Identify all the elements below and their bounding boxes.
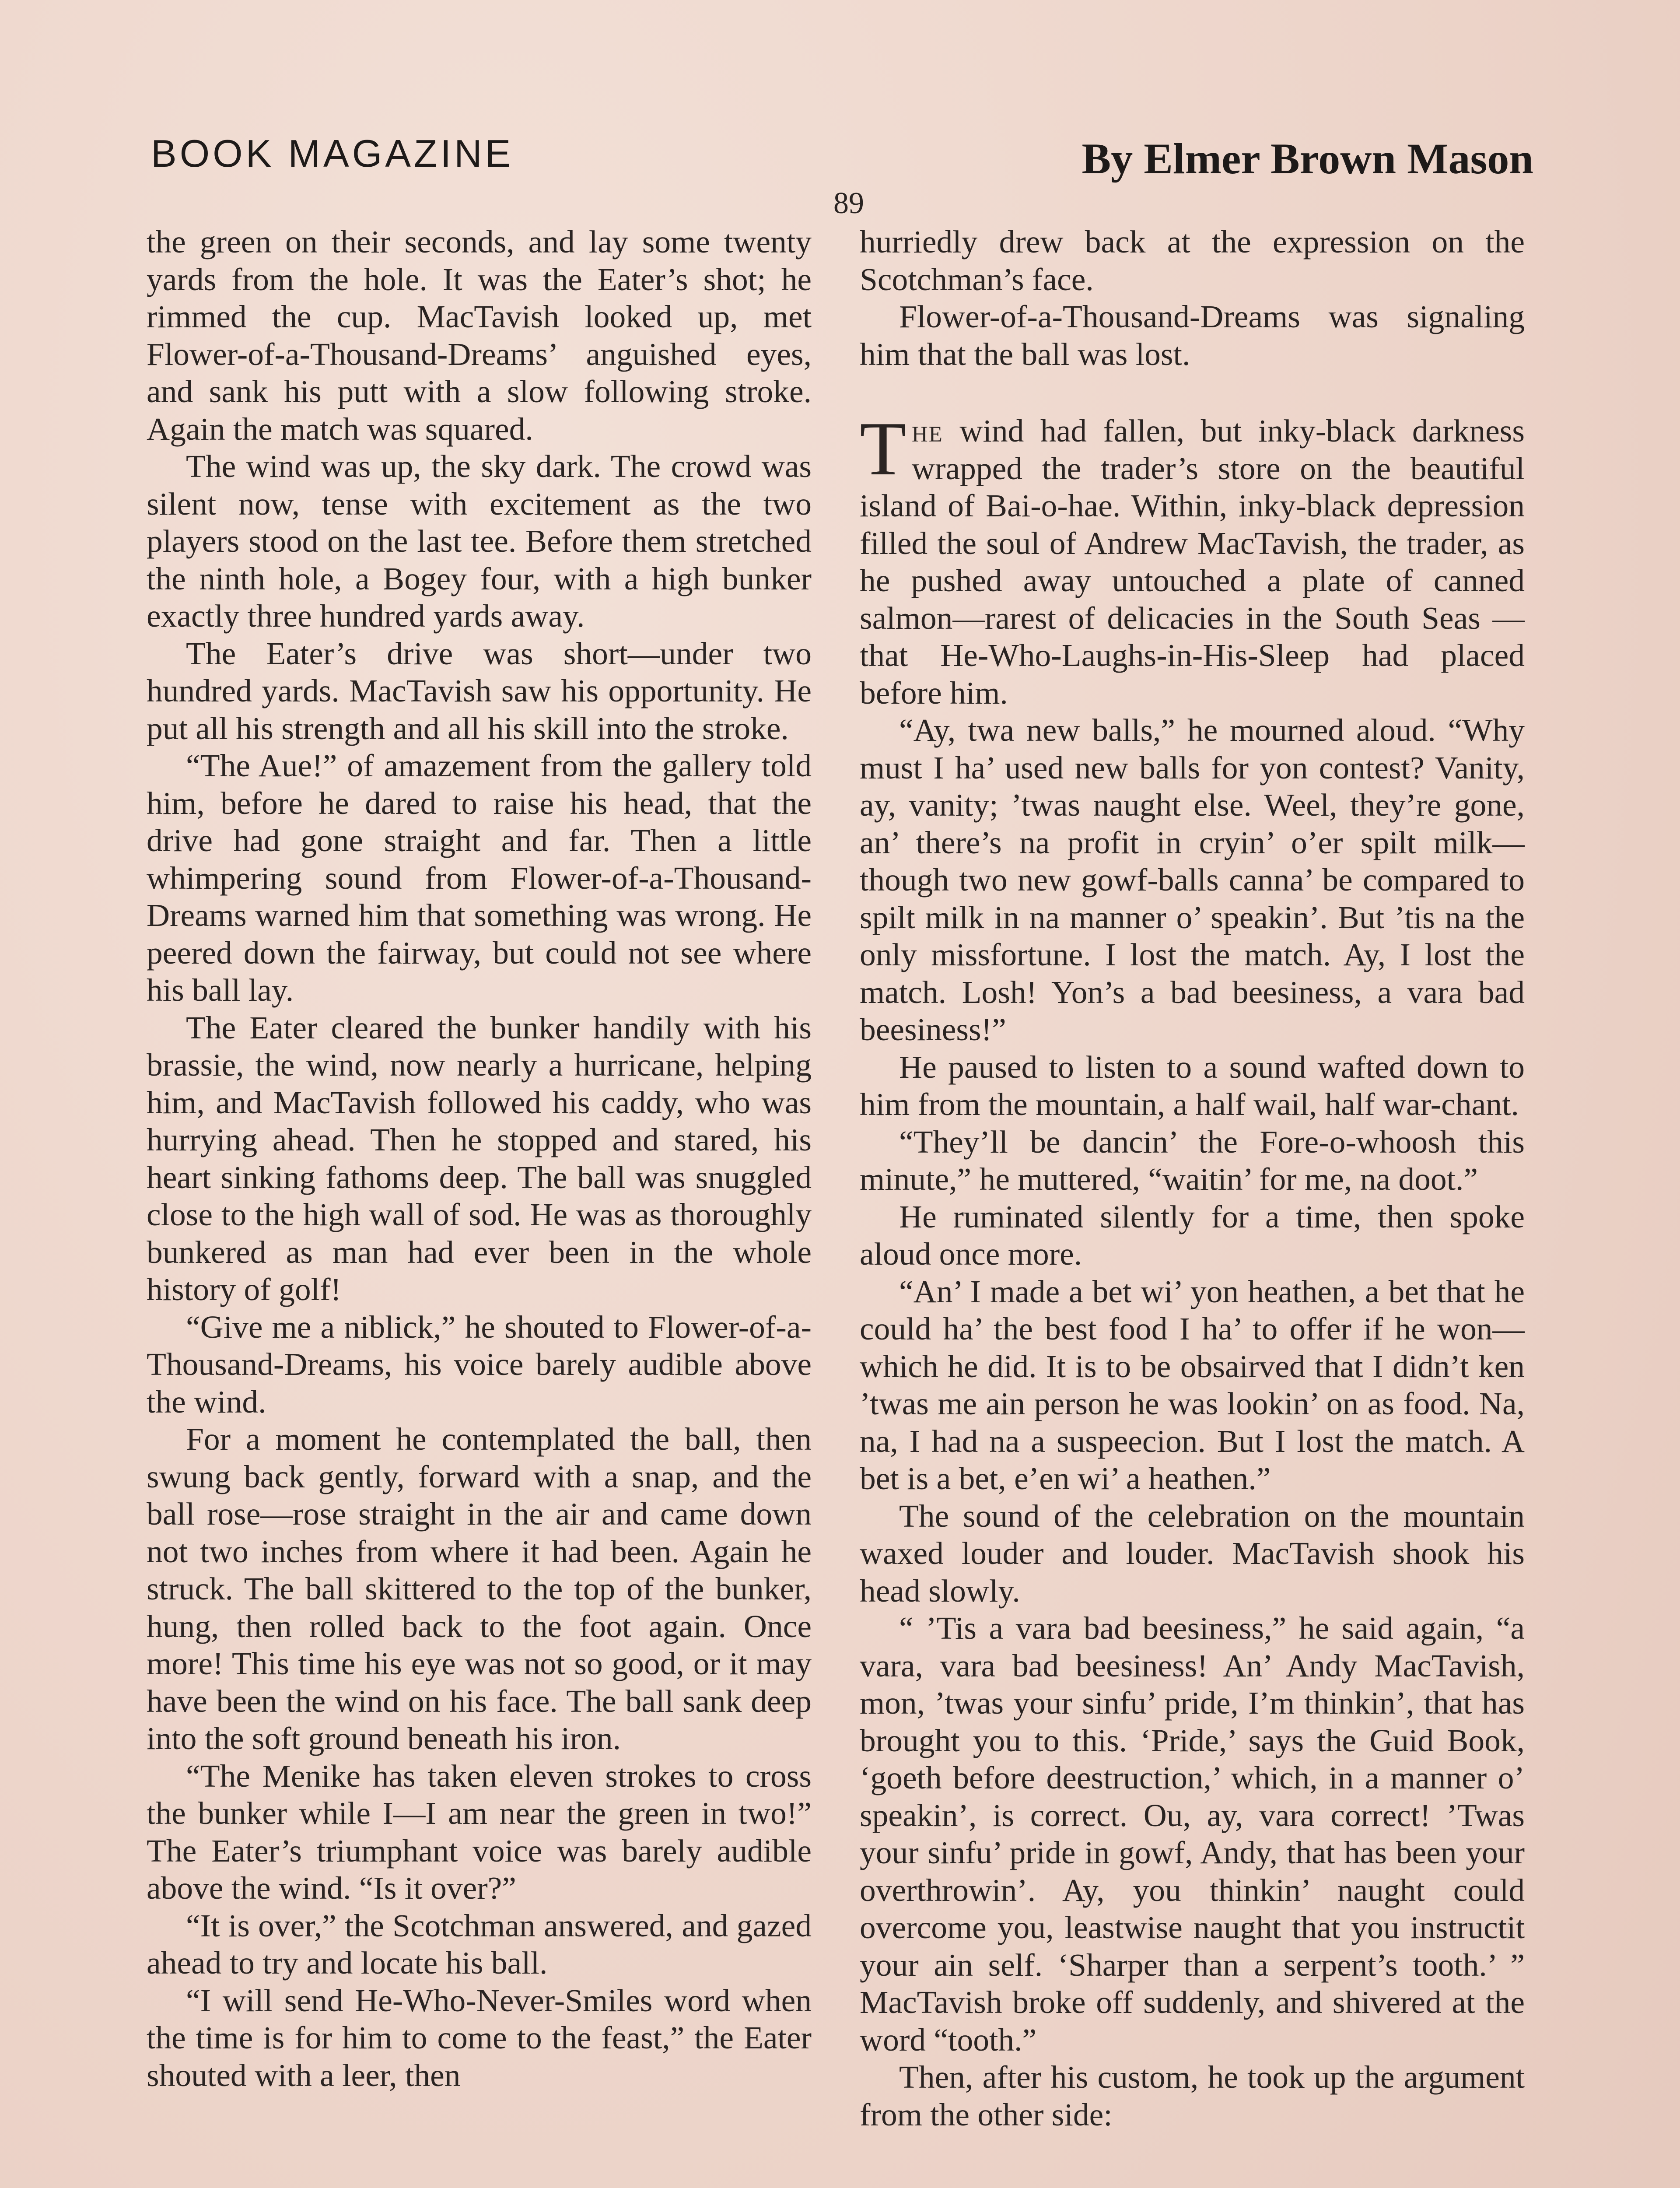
paragraph: He ruminated silently for a time, then spoke aloud once more. [860, 1199, 1525, 1272]
paragraph: The sound of the celebration on the mountain waxed louder and louder. MacTavish shook his head slowly. [860, 1498, 1525, 1609]
author-byline: By Elmer Brown Mason [1082, 134, 1533, 183]
paragraph: “ ’Tis a vara bad beesiness,” he said again, “a vara, vara bad beesiness! An’ Andy MacTavish, mon, ’twas your sinfu’ pride, I’m thinkin’, that has brought you to this. ‘Pride,’ says the Guid Book, ‘goeth before deestruction,’ which, in a manner o’ speakin’, is correct. Ou, ay, vara correct! ’Twas your sinfu’ pride in gowf, Andy, that has been your overthrowin’. Ay, you thinkin’ naught could overcome you, leastwise naught that you instructit your ain self. ‘Sharper than a serpent’s tooth.’ ” MacTavish broke off suddenly, and shivered at the word “tooth.” [860, 1610, 1525, 2058]
paragraph: “They’ll be dancin’ the Fore-o-whoosh this minute,” he muttered, “waitin’ for me, na doot.” [860, 1124, 1525, 1197]
paragraph: “The Aue!” of amazement from the gallery told him, before he dared to raise his head, that the drive had gone straight and far. Then a little whimpering sound from Flower-of-a-Thousand-Dreams warned him that something was wrong. He peered down the fairway, but could not see where his ball lay. [147, 748, 812, 1008]
section-text: wind had fallen, but inky-black darkness wrapped the trader’s store on the beautiful island of Bai-o-hae. Within, inky-black depression filled the soul of Andrew MacTavish, the trader, as he pushed away untouched a plate of canned salmon—rarest of delicacies in the South Seas — that He-Who-Laughs-in-His-Sleep had placed before him. [860, 413, 1525, 711]
paragraph: “It is over,” the Scotchman answered, and gazed ahead to try and locate his ball. [147, 1907, 812, 1981]
paragraph: “The Menike has taken eleven strokes to cross the bunker while I—I am near the green in two!” The Eater’s triumphant voice was barely audible above the wind. “Is it over?” [147, 1758, 812, 1906]
drop-cap: T [860, 406, 906, 491]
small-caps-lead: he [911, 413, 943, 449]
paragraph: Flower-of-a-Thousand-Dreams was signaling him that the ball was lost. [860, 299, 1525, 372]
section-opening-paragraph [860, 406, 1525, 712]
paragraph: “Give me a niblick,” he shouted to Flower-of-a-Thousand-Dreams, his voice barely audible above the wind. [147, 1309, 812, 1420]
paragraph: The Eater cleared the bunker handily with his brassie, the wind, now nearly a hurricane, helping him, and MacTavish followed his caddy, who was hurrying ahead. Then he stopped and stared, his heart sinking fathoms deep. The ball was snuggled close to the high wall of sod. He was as thoroughly bunkered as man had ever been in the whole history of golf! [147, 1010, 812, 1307]
paragraph: He paused to listen to a sound wafted down to him from the mountain, a half wail, half war-chant. [860, 1049, 1525, 1122]
magazine-title: BOOK MAGAZINE [151, 132, 514, 175]
paragraph: “An’ I made a bet wi’ yon heathen, a bet that he could ha’ the best food I ha’ to offer if he won—which he did. It is to be obsairved that I didn’t ken ’twas me ain person he was lookin’ on as food. Na, na, I had na a suspeecion. But I lost the match. A bet is a bet, e’en wi’ a heathen.” [860, 1273, 1525, 1496]
paragraph: “Ay, twa new balls,” he mourned aloud. “Why must I ha’ used new balls for yon contest? Vanity, ay, vanity; ’twas naught else. Weel, they’re gone, an’ there’s na profit in cryin’ o’er spilt milk—though two new gowf-balls canna’ be compared to spilt milk in na manner o’ speakin’. But ’tis na the only missfortune. I lost the match. Ay, I lost the match. Losh! Yon’s a bad beesiness, a vara bad beesiness!” [860, 712, 1525, 1047]
paragraph: The wind was up, the sky dark. The crowd was silent now, tense with excitement as the two players stood on the last tee. Before them stretched the ninth hole, a Bogey four, with a high bunker exactly three hundred yards away. [147, 449, 812, 634]
paragraph: The Eater’s drive was short—under two hundred yards. MacTavish saw his opportunity. He put all his strength and all his skill into the stroke. [147, 635, 812, 746]
paragraph: “I will send He-Who-Never-Smiles word when the time is for him to come to the feast,” the Eater shouted with a leer, then [147, 1982, 812, 2093]
right-column [860, 223, 1525, 2188]
page-number: 89 [833, 186, 864, 220]
paragraph: Then, after his custom, he took up the argument from the other side: [860, 2059, 1525, 2132]
paragraph: hurriedly drew back at the expression on the Scotchman’s face. [860, 224, 1525, 297]
paragraph: For a moment he contemplated the ball, then swung back gently, forward with a snap, and the ball rose—rose straight in the air and came down not two inches from where it had been. Again he struck. The ball skittered to the top of the bunker, hung, then rolled back to the foot again. Once more! This time his eye was not so good, or it may have been the wind on his face. The ball sank deep into the soft ground beneath his iron. [147, 1421, 812, 1756]
paragraph: the green on their seconds, and lay some twenty yards from the hole. It was the Eater’s shot; he rimmed the cup. MacTavish looked up, met Flower-of-a-Thousand-Dreams’ anguished eyes, and sank his putt with a slow following stroke. Again the match was squared. [147, 224, 812, 447]
left-column [147, 223, 812, 2188]
